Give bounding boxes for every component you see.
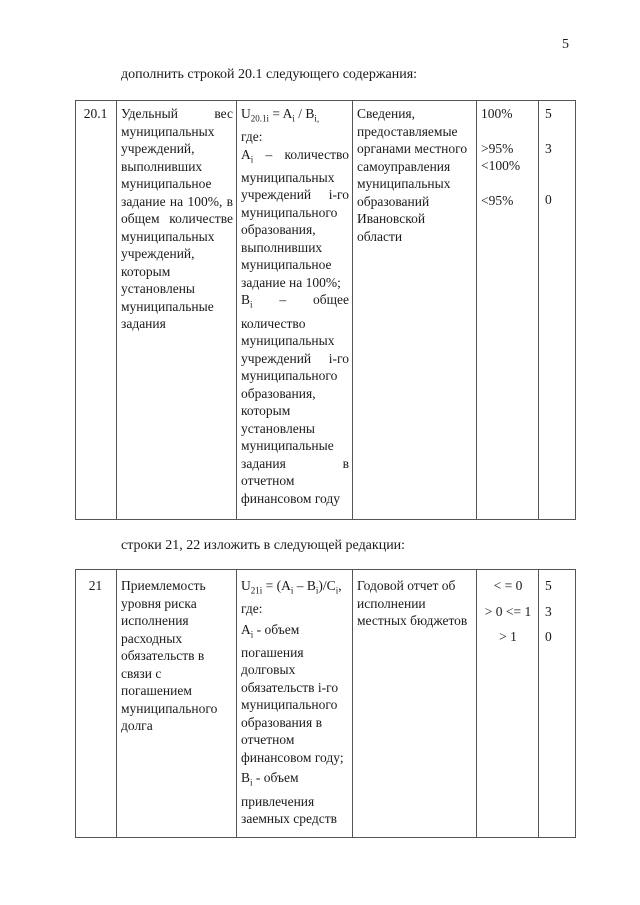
indicator-name: Приемлемость уровня риска исполнения расходных обязательств в связи с погашением муниципального долга	[117, 570, 237, 838]
page-number: 5	[562, 37, 569, 52]
b-definition: $B_i$ - объем привлечения заемных средств	[241, 770, 337, 827]
value-2a: >95%	[481, 140, 514, 156]
formula-where: где:	[241, 601, 263, 617]
formula-where: где:	[241, 129, 263, 145]
row-number: 21	[76, 570, 117, 838]
scores-cell	[539, 101, 576, 520]
intro-text-1: дополнить строкой 20.1 следующего содержания:	[121, 67, 418, 82]
row-number: 20.1	[76, 101, 117, 520]
source-cell: Сведения, предоставляемые органами местного самоуправления муниципальных образований Ивановской области	[353, 101, 477, 520]
table-row-21	[75, 569, 576, 838]
value-1: < = 0	[493, 578, 523, 593]
value-3: <95%	[481, 192, 514, 208]
formula: $U_{21i} = (A_i - B_i)/C_i$,	[241, 578, 342, 596]
formula: $U_{20.1i} = A_i / B_{i,}$	[241, 106, 320, 124]
formula-cell	[237, 570, 353, 838]
formula-cell	[237, 101, 353, 520]
source-cell: Годовой отчет об исполнении местных бюджетов	[353, 570, 477, 838]
score-1: 5	[545, 578, 552, 593]
b-definition: $B_i$ – общее количество муниципальных учреждений i-го муниципального образования, которым установлены муниципальные задания в отчетном финансовом году	[241, 292, 349, 506]
intro-text-2: строки 21, 22 изложить в следующей редакции:	[121, 538, 406, 553]
score-2: 3	[545, 603, 552, 619]
scores-cell	[539, 570, 576, 838]
values-cell	[477, 101, 539, 520]
a-definition: $A_i$ - объем погашения долговых обязательств i-го муниципального образования в отчетном финансовом году;	[241, 621, 344, 765]
indicator-name: Удельный вес муниципальных учреждений, выполнивших муниципальное задание на 100%, в общем количестве муниципальных учреждений, которым установлены муниципальные задания	[117, 101, 237, 520]
value-2b: <100%	[481, 158, 521, 173]
value-2: > 0 <= 1	[484, 603, 532, 619]
score-2: 3	[545, 140, 552, 156]
score-3: 0	[545, 192, 552, 207]
score-3: 0	[545, 629, 552, 644]
score-1: 5	[545, 106, 552, 121]
table-row-20-1	[75, 100, 576, 520]
values-cell	[477, 570, 539, 838]
value-3: > 1	[499, 629, 517, 644]
a-definition: $A_i$ – количество муниципальных учреждений i-го муниципального образования, выполнивших муниципальное задание на 100%;	[241, 146, 349, 290]
value-1: 100%	[481, 106, 513, 121]
